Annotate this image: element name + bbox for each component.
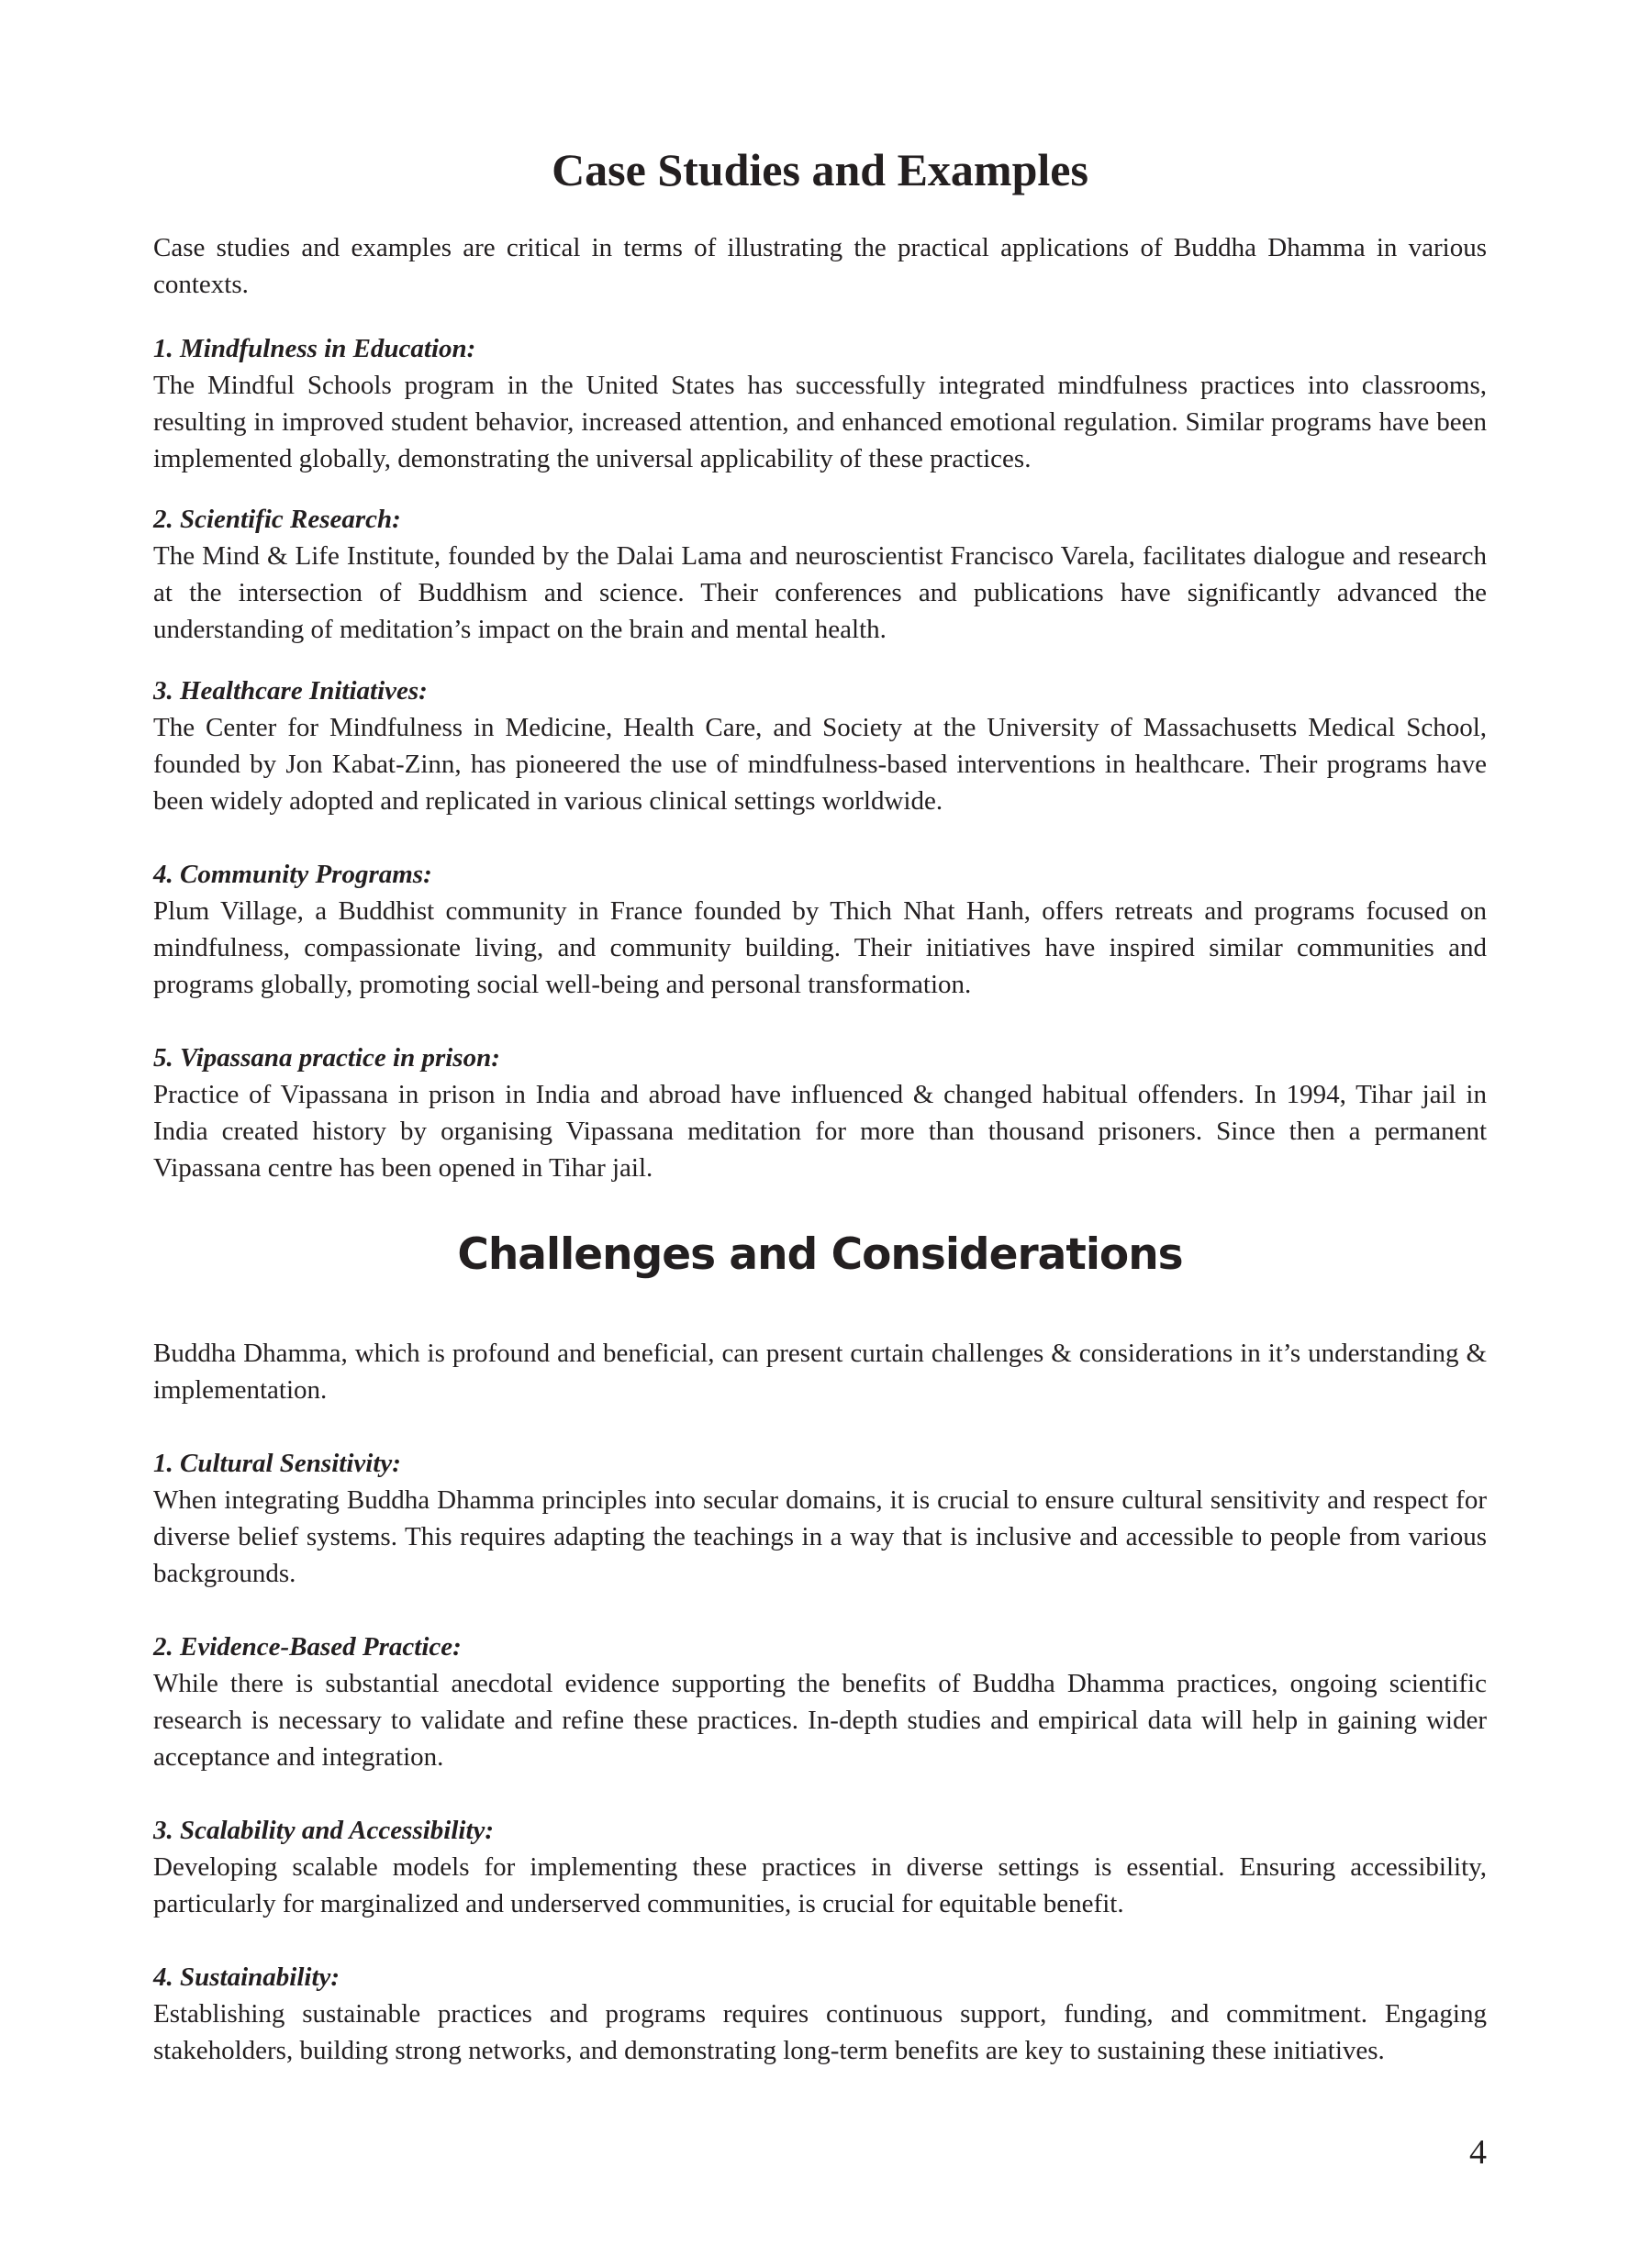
section-title-challenges: Challenges and Considerations: [457, 1229, 1183, 1280]
item-heading: 2. Evidence-Based Practice:: [153, 1632, 462, 1662]
case-item-vipassana-prison: [153, 1040, 1487, 1186]
item-body: The Center for Mindfulness in Medicine, Health Care, and Society at the University of Massachusetts Medical School, founded by Jon Kabat-Zinn, has pioneered the use of mindfulness-based interventions in healthcare. Their programs have been widely adopted and replicated in various clinical settings worldwide.: [153, 713, 1487, 816]
intro-paragraph: Case studies and examples are critical in terms of illustrating the practical applications of Buddha Dhamma in various contexts.: [153, 233, 1487, 299]
intro-paragraph: Buddha Dhamma, which is profound and beneficial, can present curtain challenges & considerations in it’s understanding & implementation.: [153, 1339, 1487, 1405]
section-intro-challenges: [153, 1335, 1487, 1408]
case-item-community-programs: [153, 856, 1487, 1003]
section-title-case-studies: Case Studies and Examples: [552, 144, 1088, 195]
case-item-healthcare-initiatives: [153, 673, 1487, 819]
challenge-item-scalability: [153, 1812, 1487, 1922]
item-body: When integrating Buddha Dhamma principles into secular domains, it is crucial to ensure cultural sensitivity and respect for diverse belief systems. This requires adapting the teachings in a way that is inclusive and accessible to people from various backgrounds.: [153, 1485, 1487, 1588]
item-heading: 3. Healthcare Initiatives:: [153, 676, 428, 706]
item-heading: 1. Cultural Sensitivity:: [153, 1449, 401, 1478]
page-number: 4: [1469, 2133, 1487, 2172]
item-body: Plum Village, a Buddhist community in France founded by Thich Nhat Hanh, offers retreats and programs focused on mindfulness, compassionate living, and community building. Their initiatives have inspired similar communities and programs globally, promoting social well-being and personal transformation.: [153, 896, 1487, 999]
item-body: The Mind & Life Institute, founded by the Dalai Lama and neuroscientist Francisco Varela, facilitates dialogue and research at the intersection of Buddhism and science. Their conferences and publications have significantly advanced the understanding of meditation’s impact on the brain and mental health.: [153, 541, 1487, 644]
item-heading: 2. Scientific Research:: [153, 505, 401, 534]
challenge-item-cultural-sensitivity: [153, 1445, 1487, 1592]
item-heading: 4. Community Programs:: [153, 860, 432, 889]
item-heading: 1. Mindfulness in Education:: [153, 334, 476, 363]
item-heading: 5. Vipassana practice in prison:: [153, 1043, 500, 1073]
section-intro-case-studies: [153, 229, 1487, 303]
case-item-mindfulness-education: [153, 330, 1487, 477]
case-item-scientific-research: [153, 501, 1487, 648]
item-heading: 4. Sustainability:: [153, 1962, 340, 1992]
item-body: Establishing sustainable practices and programs requires continuous support, funding, and commitment. Engaging stakeholders, building strong networks, and demonstrating long-term benefits are key to sustaining these initiatives.: [153, 1999, 1487, 2065]
item-body: Developing scalable models for implementing these practices in diverse settings is essential. Ensuring accessibility, particularly for marginalized and underserved communities, is crucial for equitable benefit.: [153, 1852, 1487, 1918]
challenge-item-evidence-based: [153, 1629, 1487, 1775]
challenge-item-sustainability: [153, 1959, 1487, 2069]
item-body: The Mindful Schools program in the United States has successfully integrated mindfulness practices into classrooms, resulting in improved student behavior, increased attention, and enhanced emotional regulation. Similar programs have been implemented globally, demonstrating the universal applicability of these practices.: [153, 371, 1487, 473]
item-heading: 3. Scalability and Accessibility:: [153, 1816, 495, 1845]
item-body: Practice of Vipassana in prison in India and abroad have influenced & changed habitual offenders. In 1994, Tihar jail in India created history by organising Vipassana meditation for more than thousand prisoners. Since then a permanent Vipassana centre has been opened in Tihar jail.: [153, 1080, 1487, 1183]
item-body: While there is substantial anecdotal evidence supporting the benefits of Buddha Dhamma practices, ongoing scientific research is necessary to validate and refine these practices. In-depth studies and empirical data will help in gaining wider acceptance and integration.: [153, 1669, 1487, 1772]
